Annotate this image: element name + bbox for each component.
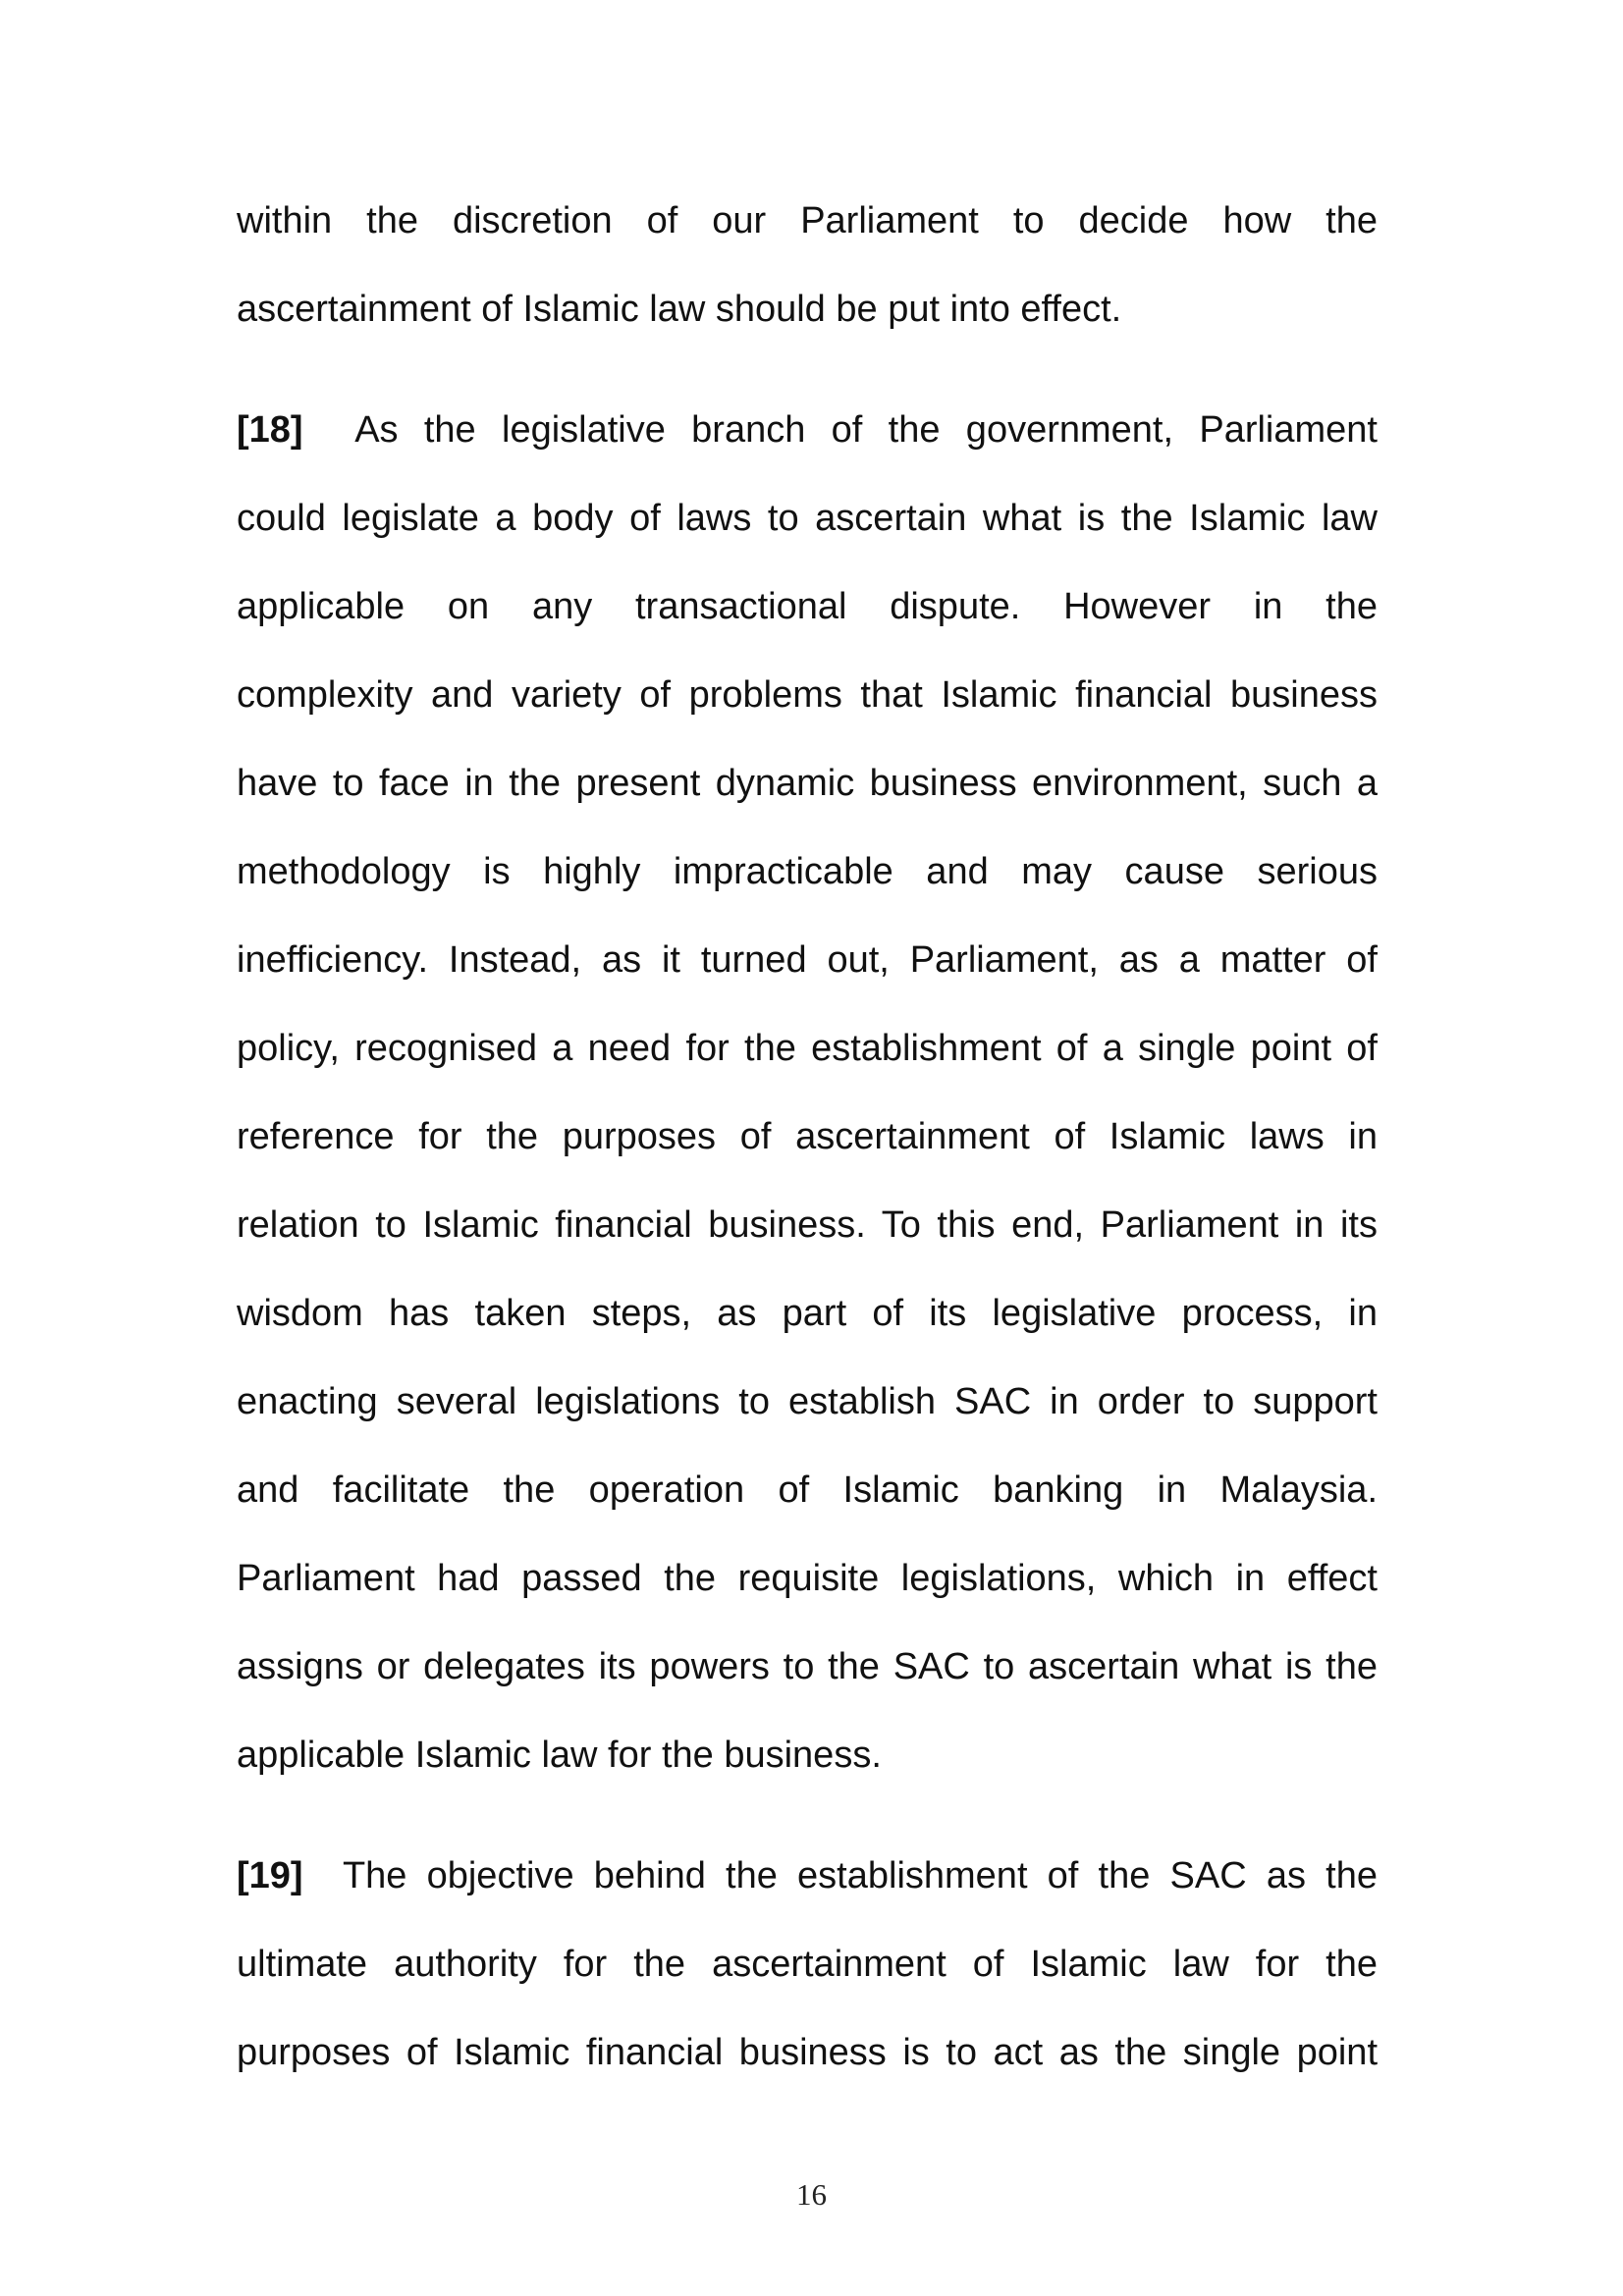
page-number: 16: [796, 2177, 827, 2212]
text-line: inefficiency. Instead, as it turned out, Parliament, as a matter of: [237, 939, 1378, 981]
text-line: reference for the purposes of ascertainment of Islamic laws in: [237, 1116, 1378, 1157]
text-line: relation to Islamic financial business. To this end, Parliament in its: [237, 1204, 1378, 1246]
text-line: within the discretion of our Parliament to decide how the: [237, 200, 1378, 241]
text-line: complexity and variety of problems that Islamic financial business: [237, 674, 1378, 716]
text-line: purposes of Islamic financial business is to act as the single point: [237, 2032, 1378, 2073]
text-line: [237, 1832, 1378, 1920]
text-line-content: As the legislative branch of the government, Parliament: [354, 409, 1378, 451]
text-line: applicable on any transactional dispute. However in the: [237, 586, 1378, 627]
text-line: methodology is highly impracticable and may cause serious: [237, 851, 1378, 892]
paragraph-number: [18]: [237, 409, 303, 451]
paragraph-18: [237, 386, 1378, 1799]
paragraph-19: [237, 1832, 1378, 2097]
text-line: [237, 386, 1378, 474]
text-line-content: The objective behind the establishment of the SAC as the: [342, 1855, 1378, 1896]
text-line: ascertainment of Islamic law should be put into effect.: [237, 289, 1122, 330]
text-line: assigns or delegates its powers to the SAC to ascertain what is the: [237, 1646, 1378, 1687]
text-line: Parliament had passed the requisite legislations, which in effect: [237, 1558, 1378, 1599]
text-line: enacting several legislations to establish SAC in order to support: [237, 1381, 1378, 1422]
text-line: and facilitate the operation of Islamic banking in Malaysia.: [237, 1469, 1378, 1511]
text-line: policy, recognised a need for the establishment of a single point of: [237, 1028, 1378, 1069]
text-line: wisdom has taken steps, as part of its legislative process, in: [237, 1293, 1378, 1334]
continuation-paragraph: [237, 177, 1378, 353]
text-line: have to face in the present dynamic business environment, such a: [237, 763, 1378, 804]
text-line: could legislate a body of laws to ascertain what is the Islamic law: [237, 498, 1378, 539]
text-line: applicable Islamic law for the business.: [237, 1735, 882, 1776]
paragraph-number: [19]: [237, 1855, 303, 1896]
text-line: ultimate authority for the ascertainment of Islamic law for the: [237, 1944, 1378, 1985]
